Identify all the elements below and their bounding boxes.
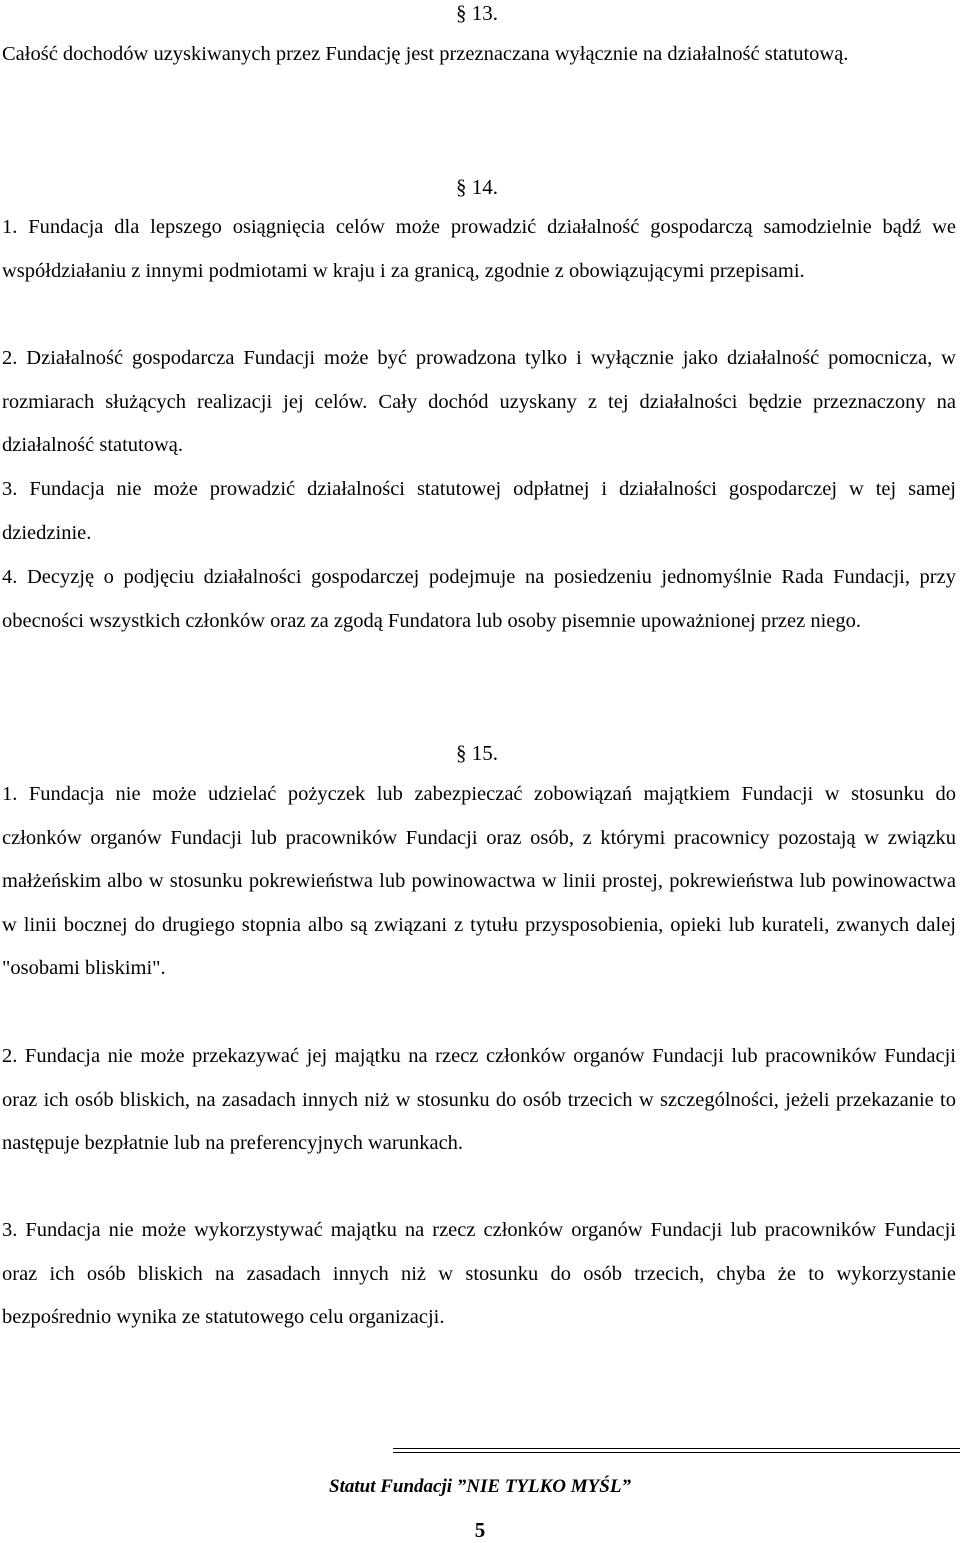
section-14-paragraph-4: 4. Decyzję o podjęciu działalności gospodarczej podejmuje na posiedzeniu jednomyślnie Rada Fundacji, przy obecności wszystkich członków oraz za zgodą Fundatora lub osoby pisemnie upoważnionej przez niego. [2, 566, 956, 632]
footer-rule [393, 1448, 960, 1453]
section-heading-13: § 13. [456, 1, 498, 25]
section-14-paragraph-3: 3. Fundacja nie może prowadzić działalności statutowej odpłatnej i działalności gospodarczej w tej samej dziedzinie. [2, 478, 956, 544]
section-14-paragraph-2: 2. Działalność gospodarcza Fundacji może być prowadzona tylko i wyłącznie jako działalność pomocnicza, w rozmiarach służących realizacji jej celów. Cały dochód uzyskany z tej działalności będzie przeznaczony na działalność statutową. [2, 347, 956, 456]
section-15-paragraph-3: 3. Fundacja nie może wykorzystywać majątku na rzecz członków organów Fundacji lub pracowników Fundacji oraz ich osób bliskich na zasadach innych niż w stosunku do osób trzecich, chyba że to wykorzystanie bezpośrednio wynika ze statutowego celu organizacji. [2, 1219, 956, 1328]
section-14-paragraph-1: 1. Fundacja dla lepszego osiągnięcia celów może prowadzić działalność gospodarczą samodzielnie bądź we współdziałaniu z innymi podmiotami w kraju i za granicą, zgodnie z obowiązującymi przepisami. [2, 216, 956, 282]
section-13-paragraph-1: Całość dochodów uzyskiwanych przez Fundację jest przeznaczana wyłącznie na działalność statutową. [2, 43, 849, 65]
page-number: 5 [474, 1518, 486, 1542]
section-15-paragraph-2: 2. Fundacja nie może przekazywać jej majątku na rzecz członków organów Fundacji lub pracowników Fundacji oraz ich osób bliskich, na zasadach innych niż w stosunku do osób trzecich w szczególności, jeżeli przekazanie to następuje bezpłatnie lub na preferencyjnych warunkach. [2, 1045, 956, 1154]
footer-title-text: Statut Fundacji ”NIE TYLKO MYŚL” [329, 1476, 631, 1497]
section-heading-14: § 14. [456, 175, 498, 199]
footer-title [0, 1476, 960, 1498]
section-15-paragraph-1: 1. Fundacja nie może udzielać pożyczek lub zabezpieczać zobowiązań majątkiem Fundacji w stosunku do członków organów Fundacji lub pracowników Fundacji oraz osób, z którymi pracownicy pozostają w związku małżeńskim albo w stosunku pokrewieństwa lub powinowactwa w linii prostej, pokrewieństwa lub powinowactwa w linii bocznej do drugiego stopnia albo są związani z tytułu przysposobienia, opieki lub kurateli, zwanych dalej "osobami bliskimi". [2, 783, 956, 979]
section-heading-15: § 15. [456, 741, 498, 765]
